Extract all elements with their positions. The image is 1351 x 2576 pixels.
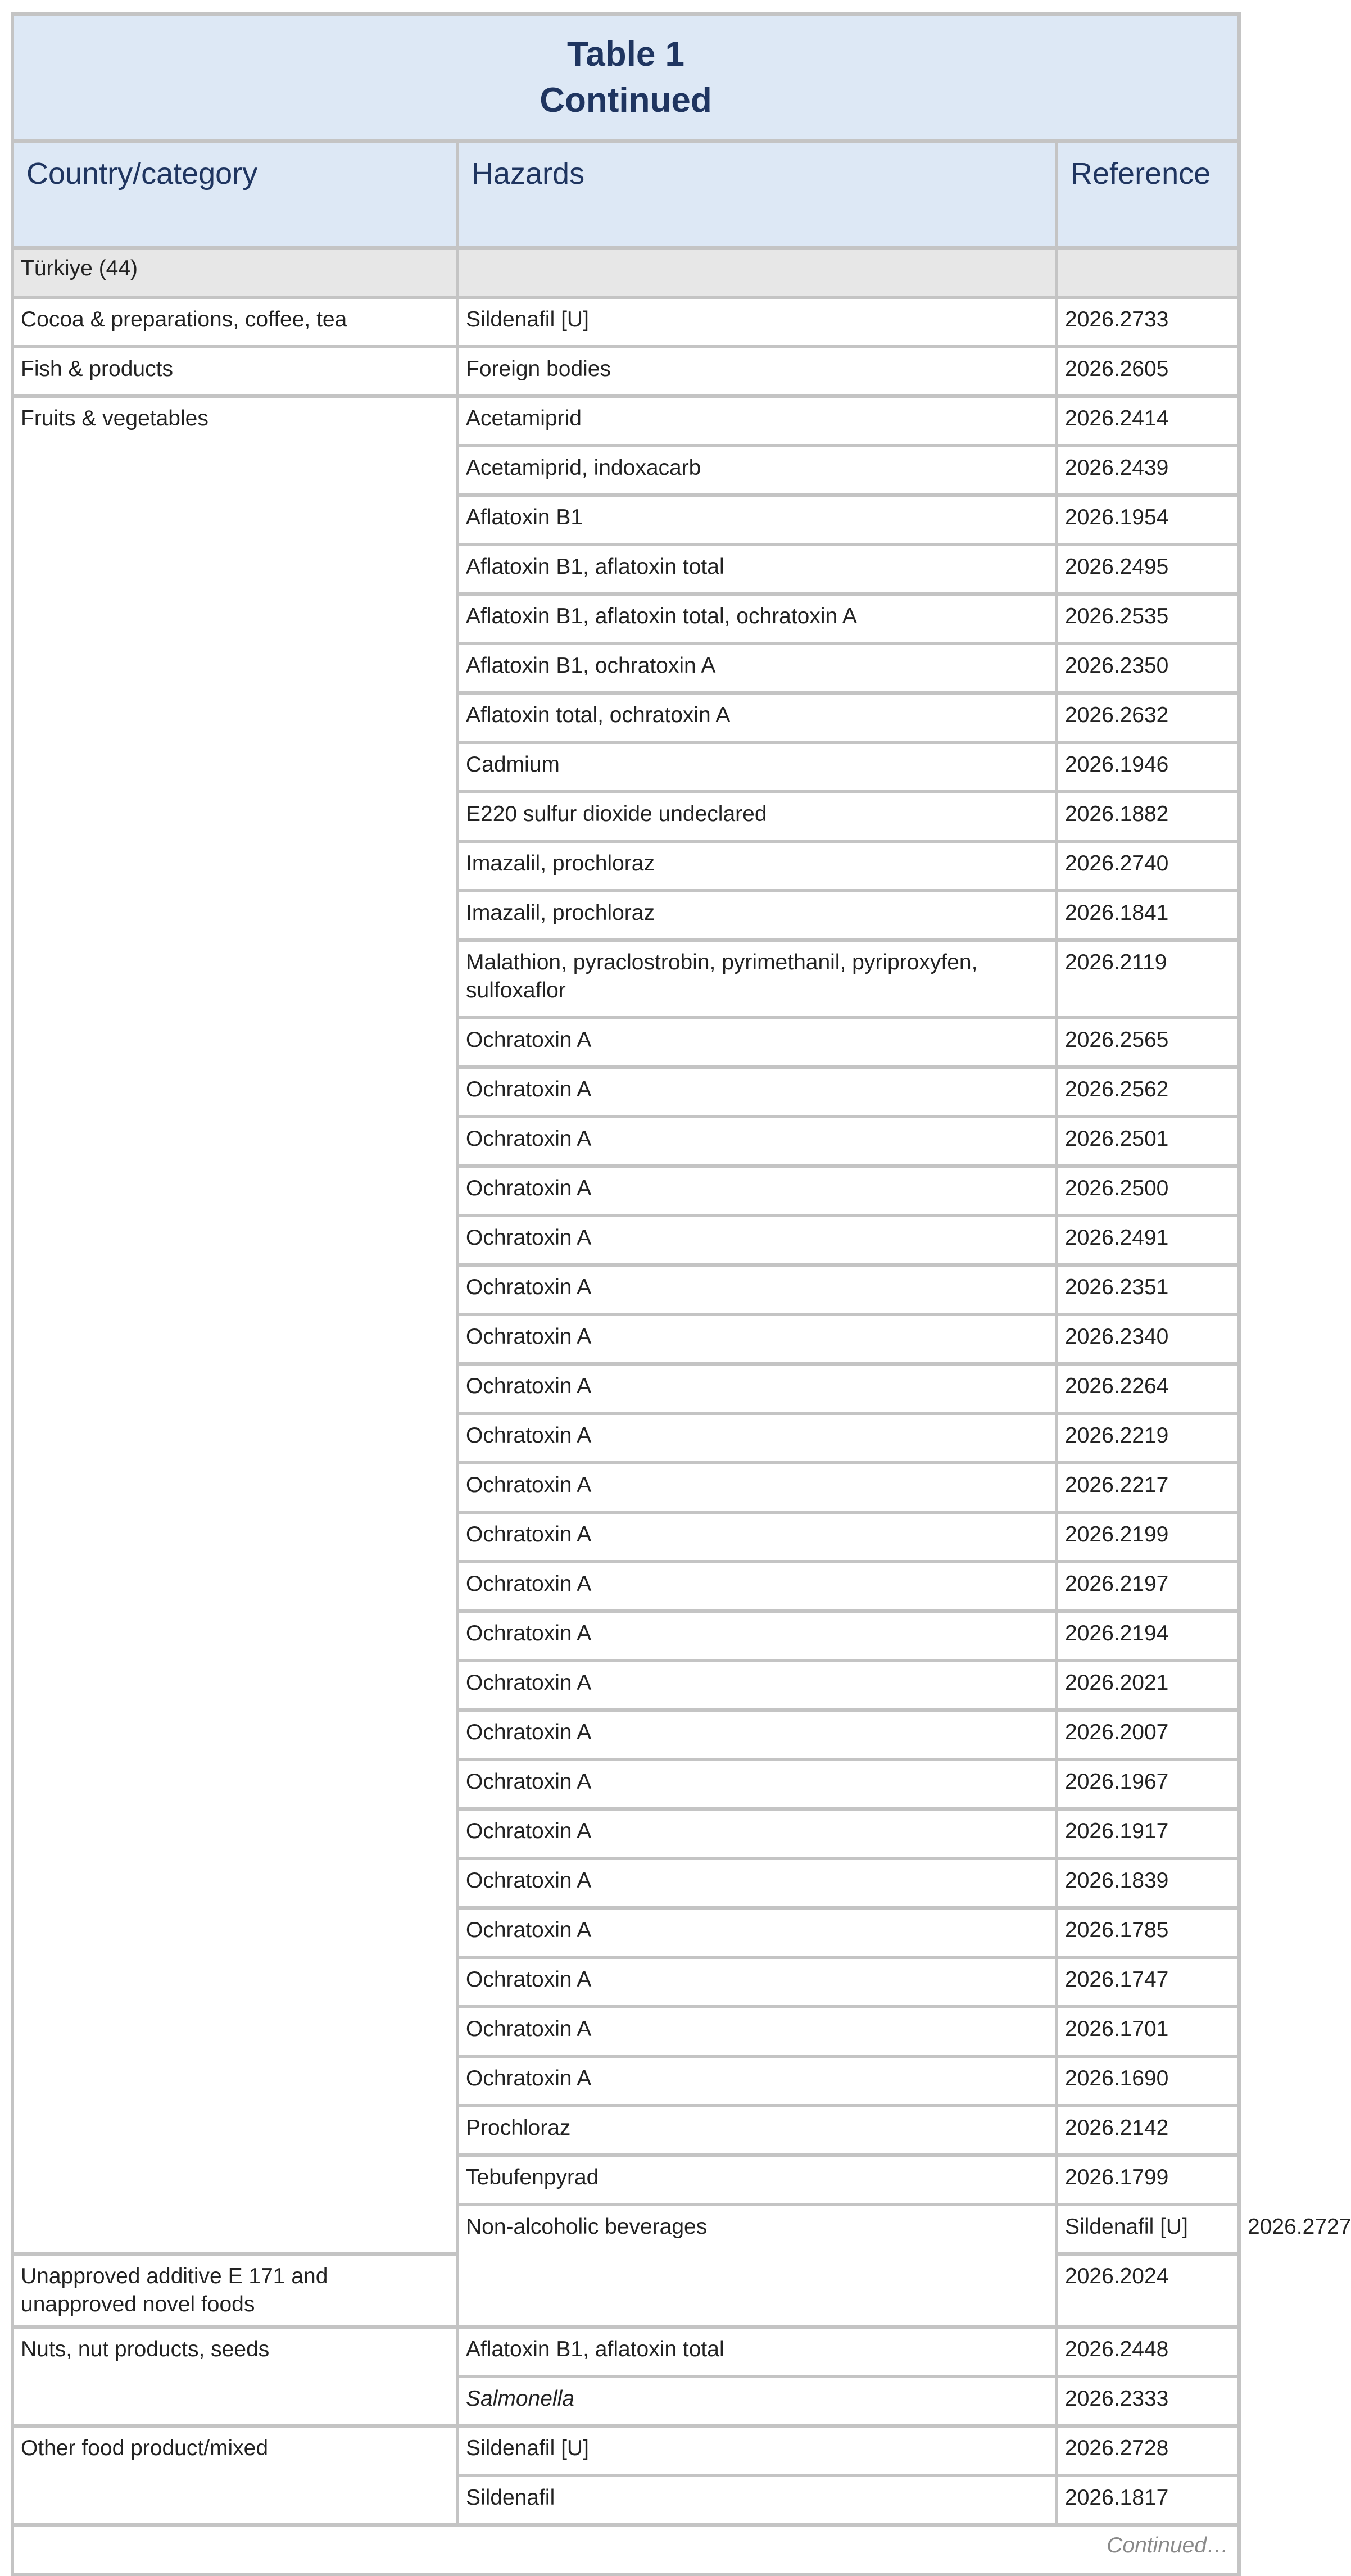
- reference-cell: 2026.1917: [1057, 1809, 1239, 1858]
- reference-cell: 2026.2562: [1057, 1067, 1239, 1117]
- reference-cell: 2026.2501: [1057, 1117, 1239, 1166]
- reference-cell: 2026.2197: [1057, 1562, 1239, 1611]
- hazard-cell: Ochratoxin A: [457, 1067, 1057, 1117]
- hazard-cell: E220 sulfur dioxide undeclared: [457, 792, 1057, 841]
- hazard-cell: Ochratoxin A: [457, 1117, 1057, 1166]
- hazard-cell: Ochratoxin A: [457, 1216, 1057, 1265]
- hazard-cell: Ochratoxin A: [457, 1562, 1057, 1611]
- category-cell: Fruits & vegetables: [12, 396, 457, 2254]
- hazard-cell: Ochratoxin A: [457, 1018, 1057, 1067]
- hazard-table: [11, 12, 1351, 2576]
- hazard-cell: Sildenafil [U]: [457, 2426, 1057, 2475]
- reference-cell: 2026.1690: [1057, 2056, 1239, 2106]
- hazard-cell: Foreign bodies: [457, 347, 1057, 396]
- hazard-cell: Aflatoxin B1: [457, 495, 1057, 545]
- reference-cell: 2026.2632: [1057, 693, 1239, 742]
- hazard-cell: Ochratoxin A: [457, 1265, 1057, 1314]
- reference-cell: 2026.2264: [1057, 1364, 1239, 1413]
- category-cell: Cocoa & preparations, coffee, tea: [12, 297, 457, 347]
- hazard-cell: Aflatoxin B1, aflatoxin total: [457, 2327, 1057, 2377]
- hazard-cell: Aflatoxin total, ochratoxin A: [457, 693, 1057, 742]
- hazard-cell: Ochratoxin A: [457, 1809, 1057, 1858]
- hazard-cell: Aflatoxin B1, ochratoxin A: [457, 643, 1057, 693]
- category-cell: Other food product/mixed: [12, 2426, 457, 2525]
- reference-cell: 2026.2119: [1057, 940, 1239, 1018]
- hazard-cell: Unapproved additive E 171 and unapproved novel foods: [12, 2254, 457, 2327]
- hazard-cell: Sildenafil [U]: [457, 297, 1057, 347]
- reference-cell: 2026.1841: [1057, 891, 1239, 940]
- hazard-cell: Ochratoxin A: [457, 1314, 1057, 1364]
- reference-cell: 2026.1882: [1057, 792, 1239, 841]
- hazard-cell: Prochloraz: [457, 2106, 1057, 2155]
- hazard-cell: Ochratoxin A: [457, 1759, 1057, 1809]
- reference-cell: 2026.1817: [1057, 2475, 1239, 2525]
- hazard-cell: Imazalil, prochloraz: [457, 841, 1057, 891]
- reference-cell: 2026.2007: [1057, 1710, 1239, 1759]
- hazard-cell: Aflatoxin B1, aflatoxin total, ochratoxin A: [457, 594, 1057, 643]
- table-title-cell: [12, 14, 1239, 141]
- reference-cell: 2026.2333: [1057, 2377, 1239, 2426]
- reference-cell: 2026.2199: [1057, 1512, 1239, 1562]
- column-header-hazards: Hazards: [457, 141, 1057, 248]
- hazard-cell: Ochratoxin A: [457, 1512, 1057, 1562]
- reference-cell: 2026.2021: [1057, 1661, 1239, 1710]
- hazard-cell: Tebufenpyrad: [457, 2155, 1057, 2205]
- table-row: [12, 2327, 1239, 2377]
- column-header-country: Country/category: [12, 141, 457, 248]
- reference-cell: 2026.2535: [1057, 594, 1239, 643]
- reference-cell: 2026.2740: [1057, 841, 1239, 891]
- reference-cell: 2026.2448: [1057, 2327, 1239, 2377]
- hazard-cell: Ochratoxin A: [457, 1364, 1057, 1413]
- category-cell: Nuts, nut products, seeds: [12, 2327, 457, 2426]
- reference-cell: 2026.1747: [1057, 1957, 1239, 2007]
- table-title: Table 1: [566, 35, 685, 74]
- group-empty-cell: [1057, 248, 1239, 297]
- reference-cell: 2026.1701: [1057, 2007, 1239, 2056]
- reference-cell: 2026.2500: [1057, 1166, 1239, 1216]
- reference-cell: 2026.1785: [1057, 1908, 1239, 1957]
- reference-cell: 2026.1839: [1057, 1858, 1239, 1908]
- hazard-cell: Ochratoxin A: [457, 1413, 1057, 1463]
- hazard-cell: Acetamiprid: [457, 396, 1057, 446]
- continued-note: Continued…: [12, 2525, 1239, 2574]
- hazard-cell: Acetamiprid, indoxacarb: [457, 446, 1057, 495]
- hazard-cell: Ochratoxin A: [457, 2056, 1057, 2106]
- table-row: [12, 2426, 1239, 2475]
- hazard-cell: Cadmium: [457, 742, 1057, 792]
- hazard-cell: Malathion, pyraclostrobin, pyrimethanil, pyriproxyfen, sulfoxaflor: [457, 940, 1057, 1018]
- group-empty-cell: [457, 248, 1057, 297]
- hazard-cell: Ochratoxin A: [457, 1661, 1057, 1710]
- hazard-cell: Ochratoxin A: [457, 1166, 1057, 1216]
- category-cell: Non-alcoholic beverages: [457, 2205, 1057, 2327]
- hazard-cell: Ochratoxin A: [457, 1611, 1057, 1661]
- reference-cell: 2026.1954: [1057, 495, 1239, 545]
- group-label: Türkiye (44): [12, 248, 457, 297]
- reference-cell: 2026.1967: [1057, 1759, 1239, 1809]
- table-row: [12, 297, 1239, 347]
- reference-cell: 2026.2491: [1057, 1216, 1239, 1265]
- reference-cell: 2026.2217: [1057, 1463, 1239, 1512]
- hazard-cell: Ochratoxin A: [457, 1957, 1057, 2007]
- reference-cell: 2026.2495: [1057, 545, 1239, 594]
- table-row: [12, 396, 1239, 446]
- reference-cell: 2026.2728: [1057, 2426, 1239, 2475]
- hazard-cell: Ochratoxin A: [457, 1908, 1057, 1957]
- hazard-cell: Ochratoxin A: [457, 1710, 1057, 1759]
- reference-cell: 2026.1946: [1057, 742, 1239, 792]
- group-row: [12, 248, 1239, 297]
- category-cell: Fish & products: [12, 347, 457, 396]
- hazard-cell: Aflatoxin B1, aflatoxin total: [457, 545, 1057, 594]
- column-header-reference: Reference: [1057, 141, 1239, 248]
- reference-cell: 2026.2733: [1057, 297, 1239, 347]
- reference-cell: 2026.2024: [1057, 2254, 1239, 2327]
- reference-cell: 2026.2219: [1057, 1413, 1239, 1463]
- hazard-cell: Imazalil, prochloraz: [457, 891, 1057, 940]
- table-container: [11, 12, 1351, 2576]
- reference-cell: 2026.2142: [1057, 2106, 1239, 2155]
- reference-cell: 2026.2565: [1057, 1018, 1239, 1067]
- reference-cell: 2026.2350: [1057, 643, 1239, 693]
- reference-cell: 2026.2414: [1057, 396, 1239, 446]
- reference-cell: 2026.2605: [1057, 347, 1239, 396]
- reference-cell: 2026.2340: [1057, 1314, 1239, 1364]
- table-row: Non-alcoholic beverages Sildenafil [U] 2026.2727: [12, 2205, 1239, 2254]
- reference-cell: 2026.2194: [1057, 1611, 1239, 1661]
- table-subtitle: Continued: [540, 81, 712, 120]
- hazard-cell: Ochratoxin A: [457, 1858, 1057, 1908]
- reference-cell: 2026.2439: [1057, 446, 1239, 495]
- hazard-cell: Sildenafil: [457, 2475, 1057, 2525]
- reference-cell: 2026.2351: [1057, 1265, 1239, 1314]
- hazard-cell: Ochratoxin A: [457, 2007, 1057, 2056]
- table-row: [12, 347, 1239, 396]
- hazard-cell: Sildenafil [U]: [1057, 2205, 1239, 2254]
- hazard-cell: Salmonella: [457, 2377, 1057, 2426]
- reference-cell: 2026.1799: [1057, 2155, 1239, 2205]
- hazard-cell: Ochratoxin A: [457, 1463, 1057, 1512]
